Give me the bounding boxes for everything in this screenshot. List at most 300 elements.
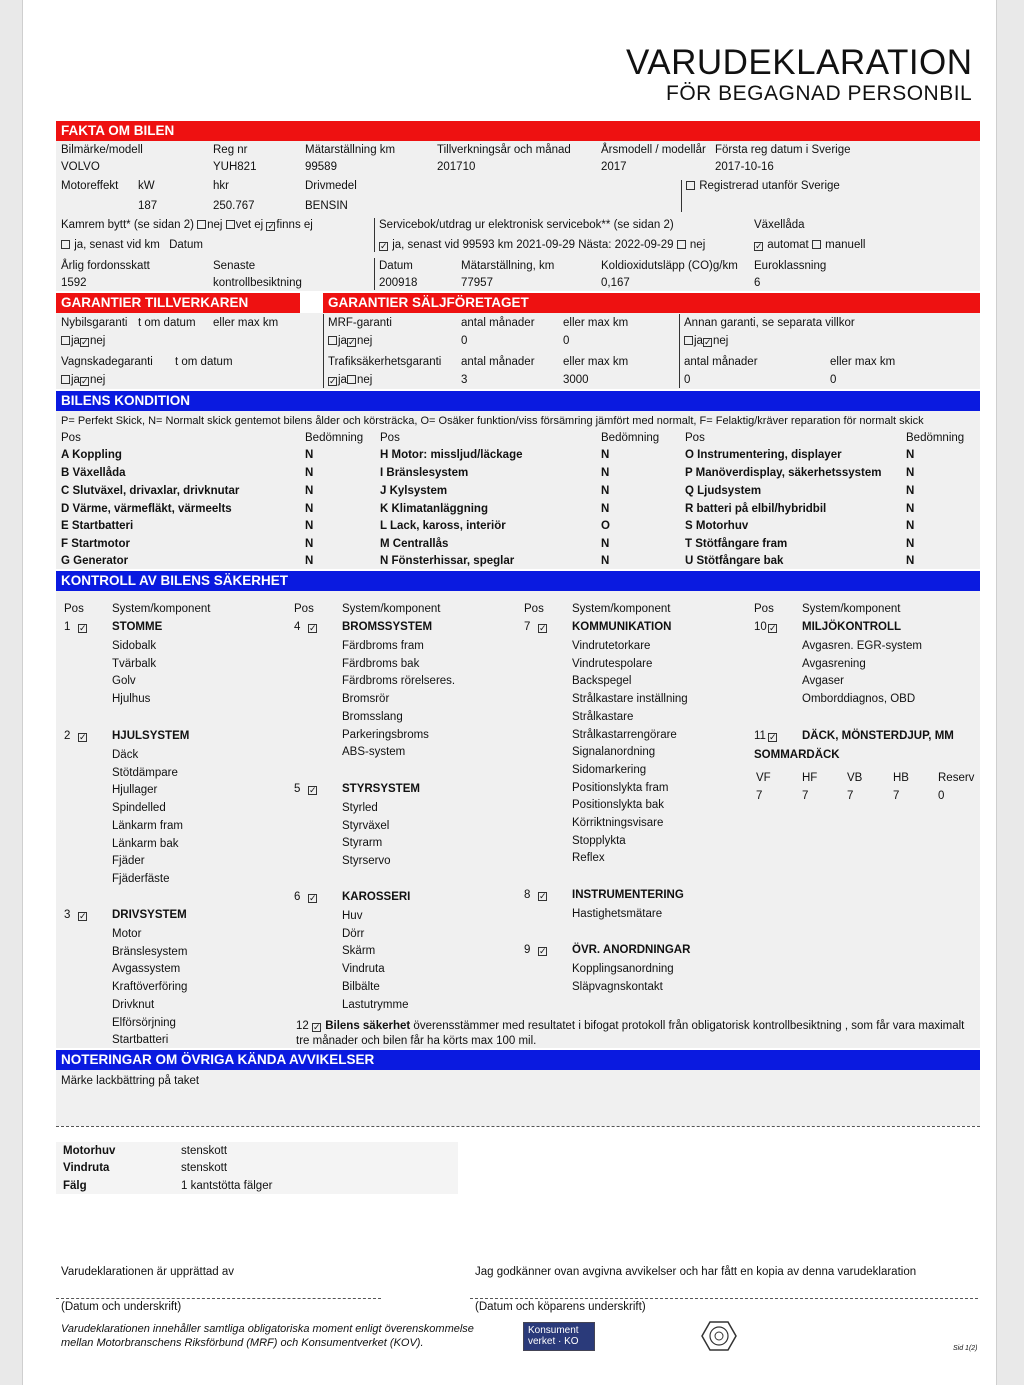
value-co2: 0,167: [601, 277, 630, 289]
col-head-bedomning: Bedömning: [601, 432, 660, 444]
checkbox-checked[interactable]: ✓: [309, 623, 317, 633]
value-tillv: 201710: [437, 161, 476, 173]
logo-text: Konsument: [528, 1325, 579, 1336]
label-co2: Koldioxidutsläpp (CO)g/km: [601, 260, 738, 272]
option-vet-ej: vet ej: [235, 219, 264, 231]
group-2-header: [64, 729, 88, 743]
component-item: Släpvagnskontakt: [572, 980, 663, 993]
kondition-rating: N: [906, 485, 915, 497]
checkbox-checked[interactable]: ✓: [769, 623, 777, 633]
kondition-item: K Klimatanläggning: [380, 503, 488, 515]
footer-note2: mellan Motorbranschens Riksförbund (MRF) och Konsumentverket (KOV).: [61, 1337, 424, 1349]
kondition-rating: N: [906, 555, 915, 567]
component-item: Bromsslang: [342, 710, 403, 723]
doc-subtitle: FÖR BEGAGNAD PERSONBIL: [666, 82, 973, 105]
tyre-value: 7: [756, 790, 763, 802]
option-nej: nej: [712, 335, 729, 347]
kondition-item: D Värme, värmefläkt, värmeelts: [61, 503, 232, 515]
option-nej: nej: [689, 239, 706, 251]
value-arsmodell: 2017: [601, 161, 627, 173]
label-registrerad: Registrerad utanför Sverige: [699, 180, 840, 192]
component-item: Hjulhus: [112, 693, 151, 706]
option-ja: ja: [71, 335, 80, 347]
group-11-header: [754, 729, 778, 743]
nybil-janej: [61, 334, 105, 348]
tyre-value: 7: [893, 790, 900, 802]
group-number: 7: [524, 621, 531, 633]
kondition-item: E Startbatteri: [61, 520, 134, 532]
kamrem-ja-row: [61, 238, 203, 252]
kondition-rating: N: [601, 538, 610, 550]
kondition-rating: N: [305, 449, 314, 461]
col-head-pos: Pos: [64, 603, 84, 615]
component-item: Fjäderfäste: [112, 872, 170, 885]
value-eller-max-km: 0: [563, 335, 570, 347]
component-item: Kopplingsanordning: [572, 963, 674, 975]
component-item: Körriktningsvisare: [572, 817, 664, 829]
group-number: 9: [524, 944, 531, 956]
checkbox-checked[interactable]: ✓: [79, 911, 87, 921]
kondition-item: N Fönsterhissar, speglar: [380, 555, 515, 567]
mrf-seal-icon: [701, 1320, 737, 1352]
checkbox-checked[interactable]: ✓: [79, 623, 87, 633]
component-item: Färdbroms rörelseres.: [342, 675, 456, 688]
col-head-bedomning: Bedömning: [305, 432, 364, 444]
component-item: Signalanordning: [572, 746, 656, 759]
group-8-header: [524, 888, 548, 902]
label-besiktning-datum: Datum: [379, 260, 413, 272]
checkbox-checked[interactable]: ✓: [309, 893, 317, 903]
option-nej: nej: [89, 374, 106, 386]
group-12-title: Bilens säkerhet: [325, 1020, 411, 1032]
section-garanti-saljforetaget: GARANTIER SÄLJFÖRETAGET: [323, 293, 980, 313]
checkbox-checked[interactable]: ✓: [539, 623, 547, 633]
component-item: Skärm: [342, 945, 376, 958]
group-number: 6: [294, 891, 301, 903]
component-item: Avgasren. EGR-system: [802, 640, 922, 652]
checkbox-checked[interactable]: ✓: [347, 337, 356, 347]
group-number: 1: [64, 621, 71, 633]
kondition-item: B Växellåda: [61, 467, 126, 479]
group-12-row: [296, 1019, 964, 1033]
tyre-season: SOMMARDÄCK: [754, 749, 840, 761]
label-motoreffekt: Motoreffekt: [61, 180, 119, 192]
component-item: Styrväxel: [342, 819, 390, 832]
value-matar: 99589: [305, 161, 337, 173]
group-10-header: [754, 620, 778, 634]
group-5-header: [294, 782, 318, 796]
kondition-rating: N: [305, 503, 314, 515]
trafik-janej: [328, 373, 372, 387]
checkbox-unchecked[interactable]: [61, 336, 70, 345]
component-item: Parkeringsbroms: [342, 728, 429, 741]
footer-note1: Varudeklarationen innehåller samtliga obligatoriska moment enligt överenskommelse: [61, 1323, 474, 1335]
value-regnr: YUH821: [213, 161, 257, 173]
checkbox-unchecked[interactable]: [61, 240, 70, 249]
label-trafiksakerhetsgaranti: Trafiksäkerhetsgaranti: [328, 356, 442, 368]
label-mrf-garanti: MRF-garanti: [328, 317, 392, 329]
kamrem-row: [61, 218, 313, 232]
label-service-ja: ja, senast vid 99593 km 2021-09-29 Nästa: 2022-09-29: [392, 239, 674, 251]
group-11-title: DÄCK, MÖNSTERDJUP, MM: [802, 730, 954, 742]
component-item: Bränslesystem: [112, 945, 188, 958]
value-forsta-reg: 2017-10-16: [715, 161, 774, 173]
component-item: Vindrutetorkare: [572, 640, 651, 652]
checkbox-unchecked[interactable]: [197, 220, 206, 229]
group-number: 10: [754, 621, 767, 633]
component-item: Tvärbalk: [112, 657, 157, 670]
group-12-num: 12: [296, 1020, 309, 1032]
label-matar: Mätarställning km: [305, 144, 396, 156]
component-item: Startbatteri: [112, 1034, 169, 1047]
avvikelse-item: Motorhuv: [63, 1145, 116, 1157]
label-eller-max-km: eller max km: [563, 356, 629, 368]
value-antal-manader: 3: [461, 374, 468, 386]
col-head-pos: Pos: [685, 432, 705, 444]
annan-janej: [684, 334, 728, 348]
option-nej: nej: [89, 335, 106, 347]
footer-datum-kopare: (Datum och köparens underskrift): [475, 1301, 646, 1313]
group-3-title: DRIVSYSTEM: [112, 909, 187, 921]
component-item: Backspegel: [572, 675, 632, 688]
label-servicebok: Servicebok/utdrag ur elektronisk servicebok** (se sidan 2): [379, 219, 674, 231]
kondition-rating: N: [906, 538, 915, 550]
group-number: 2: [64, 730, 71, 742]
checkbox-checked[interactable]: ✓: [380, 241, 388, 251]
label-kamrem: Kamrem bytt* (se sidan 2): [61, 219, 194, 231]
logo-text: verket · KO: [528, 1336, 579, 1347]
col-head-system: System/komponent: [342, 603, 441, 615]
group-4-title: BROMSSYSTEM: [342, 621, 433, 633]
label-vaxellada: Växellåda: [754, 219, 805, 231]
component-item: Omborddiagnos, OBD: [802, 693, 916, 706]
group-number: 11: [754, 730, 766, 742]
tyre-value: 7: [802, 790, 809, 802]
kondition-item: Q Ljudsystem: [685, 485, 762, 497]
konsumentverket-logo: [523, 1322, 595, 1351]
component-item: Däck: [112, 749, 139, 761]
component-item: Positionslykta fram: [572, 781, 669, 794]
checkbox-checked[interactable]: ✓: [313, 1022, 321, 1032]
kondition-item: S Motorhuv: [685, 520, 749, 532]
option-ja: ja: [694, 335, 703, 347]
kondition-rating: N: [906, 503, 915, 515]
component-item: Positionslykta bak: [572, 799, 665, 812]
label-antal-manader: antal månader: [684, 356, 758, 368]
group-12-text2: tre månader och bilen får ha körts max 100 mil.: [296, 1035, 537, 1047]
checkbox-unchecked[interactable]: [677, 240, 686, 249]
divider: [323, 314, 324, 388]
option-ja: ja: [338, 335, 347, 347]
label-vagnskadegaranti: Vagnskadegaranti: [61, 356, 153, 368]
section-kontroll: KONTROLL AV BILENS SÄKERHET: [56, 571, 980, 591]
footer-godkanner: Jag godkänner ovan avgivna avvikelser och har fått en kopia av denna varudeklaration: [475, 1266, 917, 1278]
label-bilmarke: Bilmärke/modell: [61, 144, 143, 156]
group-6-title: KAROSSERI: [342, 891, 411, 903]
option-nej: nej: [207, 219, 223, 231]
group-7-title: KOMMUNIKATION: [572, 621, 672, 633]
col-head-pos: Pos: [524, 603, 544, 615]
component-item: Bromsrör: [342, 693, 390, 706]
component-item: Styrarm: [342, 837, 383, 850]
section-garanti-tillverkaren: GARANTIER TILLVERKAREN: [56, 293, 300, 313]
component-item: Styrservo: [342, 855, 391, 868]
component-item: Avgaser: [802, 675, 844, 688]
component-item: Spindelled: [112, 802, 166, 815]
component-item: Styrled: [342, 802, 378, 814]
document-page: [22, 0, 997, 1385]
col-head-bedomning: Bedömning: [906, 432, 965, 444]
kondition-rating: N: [305, 555, 314, 567]
checkbox-checked[interactable]: ✓: [703, 337, 712, 347]
tyre-head: VF: [756, 772, 771, 784]
group-4-header: [294, 620, 318, 634]
option-manuell: manuell: [825, 239, 866, 251]
component-item: Strålkastarrengörare: [572, 728, 677, 741]
tyre-head: HB: [893, 772, 909, 784]
tyre-value: 7: [847, 790, 854, 802]
component-item: Strålkastare inställning: [572, 693, 688, 706]
component-item: Vindrutespolare: [572, 657, 653, 670]
vagn-janej: [61, 373, 105, 387]
kondition-item: T Stötfångare fram: [685, 538, 788, 550]
kondition-item: J Kylsystem: [380, 485, 448, 497]
tyre-head: Reserv: [938, 772, 975, 784]
kondition-rating: N: [601, 503, 610, 515]
label-arsmodell: Årsmodell / modellår: [601, 144, 706, 156]
label-kamrem-ja: ja, senast vid km: [74, 239, 160, 251]
tyre-head: VB: [847, 772, 863, 784]
col-head-pos: Pos: [380, 432, 400, 444]
kondition-item: H Motor: missljud/läckage: [380, 449, 523, 461]
value-drivmedel: BENSIN: [305, 200, 348, 212]
group-5-title: STYRSYSTEM: [342, 783, 420, 795]
group-6-header: [294, 890, 318, 904]
tyre-value: 0: [938, 790, 945, 802]
divider: [679, 314, 680, 388]
checkbox-unchecked[interactable]: [684, 336, 693, 345]
col-head-system: System/komponent: [112, 603, 211, 615]
kondition-rating: N: [305, 520, 314, 532]
label-kw: kW: [138, 180, 155, 192]
mrf-janej: [328, 334, 372, 348]
divider: [374, 258, 375, 290]
registrerad-checkbox-row[interactable]: [686, 179, 840, 193]
col-head-pos: Pos: [294, 603, 314, 615]
group-1-title: STOMME: [112, 621, 163, 633]
label-kontrollbesiktning: kontrollbesiktning: [213, 277, 302, 289]
option-nej: nej: [356, 335, 373, 347]
kondition-item: G Generator: [61, 555, 129, 567]
option-automat: automat: [767, 239, 809, 251]
label-eller-max-km: eller max km: [563, 317, 629, 329]
option-nej: nej: [356, 374, 373, 386]
checkbox-unchecked[interactable]: [61, 375, 70, 384]
group-8-title: INSTRUMENTERING: [572, 889, 684, 901]
group-1-header: [64, 620, 88, 634]
group-2-title: HJULSYSTEM: [112, 730, 190, 742]
component-item: Hastighetsmätare: [572, 908, 663, 920]
col-head-pos: Pos: [61, 432, 81, 444]
kondition-item: R batteri på elbil/hybridbil: [685, 503, 827, 515]
avvikelse-desc: 1 kantstötta fälger: [181, 1180, 273, 1192]
kondition-item: A Koppling: [61, 449, 122, 461]
component-item: Sidobalk: [112, 640, 157, 652]
divider: [681, 180, 682, 212]
component-item: Länkarm fram: [112, 819, 183, 832]
label-annan-garanti: Annan garanti, se separata villkor: [684, 317, 855, 329]
avvikelse-item: Fälg: [63, 1180, 87, 1192]
label-antal-manader: antal månader: [461, 356, 535, 368]
signature-line-buyer[interactable]: [470, 1298, 978, 1299]
checkbox-checked[interactable]: ✓: [309, 785, 317, 795]
value-hkr: 250.767: [213, 200, 255, 212]
checkbox-unchecked[interactable]: [328, 336, 337, 345]
component-item: Färdbroms bak: [342, 657, 420, 670]
checkbox-checked[interactable]: ✓: [329, 376, 337, 386]
group-12-text: överensstämmer med resultatet i bifogat protokoll från obligatorisk kontrollbesiktning , som får vara maximalt: [413, 1020, 965, 1032]
dashed-line: [56, 1126, 980, 1127]
component-item: Färdbroms fram: [342, 640, 424, 652]
kondition-rating: N: [906, 520, 915, 532]
tyre-head: HF: [802, 772, 818, 784]
group-9-header: [524, 943, 548, 957]
component-item: Fjäder: [112, 855, 145, 868]
value-antal-manader: 0: [461, 335, 468, 347]
group-number: 5: [294, 783, 301, 795]
kondition-item: P Manöverdisplay, säkerhetssystem: [685, 467, 882, 479]
label-nybilsgaranti: Nybilsgaranti: [61, 317, 128, 329]
component-item: Drivknut: [112, 998, 155, 1011]
component-item: Vindruta: [342, 963, 385, 976]
label-tom-datum: t om datum: [138, 317, 196, 329]
kondition-item: C Slutväxel, drivaxlar, drivknutar: [61, 485, 240, 497]
label-besiktning-matar: Mätarställning, km: [461, 260, 555, 272]
checkbox-unchecked[interactable]: [812, 240, 821, 249]
option-finns-ej: finns ej: [276, 219, 313, 231]
kondition-item: I Bränslesystem: [380, 467, 469, 479]
kondition-rating: N: [601, 555, 610, 567]
avvikelse-desc: stenskott: [181, 1145, 228, 1157]
group-7-header: [524, 620, 548, 634]
noteringar-text: Märke lackbättring på taket: [61, 1075, 200, 1087]
component-item: Reflex: [572, 852, 605, 865]
label-eller-max-km: eller max km: [213, 317, 279, 329]
component-item: Sidomarkering: [572, 763, 647, 776]
component-item: Hjullager: [112, 784, 158, 797]
kondition-rating: N: [906, 449, 915, 461]
group-9-title: ÖVR. ANORDNINGAR: [572, 944, 691, 956]
kondition-rating: O: [601, 520, 610, 532]
section-fakta: FAKTA OM BILEN: [56, 121, 980, 141]
label-forsta-reg: Första reg datum i Sverige: [715, 144, 851, 156]
page-number: Sid 1(2): [953, 1345, 978, 1352]
section-kondition: BILENS KONDITION: [56, 391, 980, 411]
value-eller-max-km: 0: [830, 374, 837, 386]
group-number: 8: [524, 889, 531, 901]
kondition-item: U Stötfångare bak: [685, 555, 784, 567]
component-item: Elförsörjning: [112, 1016, 176, 1029]
value-antal-manader: 0: [684, 374, 691, 386]
avvikelse-item: Vindruta: [63, 1162, 110, 1174]
label-datum: Datum: [169, 239, 203, 251]
checkbox-unchecked[interactable]: [226, 220, 235, 229]
footer-datum-underskrift: (Datum och underskrift): [61, 1301, 182, 1313]
label-hkr: hkr: [213, 180, 229, 192]
kondition-item: F Startmotor: [61, 538, 130, 550]
kondition-item: M Centrallås: [380, 538, 449, 550]
checkbox-unchecked[interactable]: [347, 375, 356, 384]
checkbox-checked[interactable]: ✓: [80, 376, 89, 386]
component-item: Huv: [342, 910, 363, 922]
col-head-system: System/komponent: [802, 603, 901, 615]
component-item: Golv: [112, 675, 136, 688]
kondition-item: L Lack, kaross, interiör: [380, 520, 506, 532]
group-number: 3: [64, 909, 71, 921]
col-head-system: System/komponent: [572, 603, 671, 615]
kondition-rating: N: [601, 449, 610, 461]
group-3-header: [64, 908, 88, 922]
checkbox-checked[interactable]: ✓: [539, 891, 547, 901]
kondition-rating: N: [906, 467, 915, 479]
component-item: Avgasrening: [802, 657, 866, 670]
value-besiktning-datum: 200918: [379, 277, 418, 289]
doc-title: VARUDEKLARATION: [626, 43, 973, 82]
label-antal-manader: antal månader: [461, 317, 535, 329]
checkbox-checked[interactable]: ✓: [267, 221, 275, 231]
value-eller-max-km: 3000: [563, 374, 589, 386]
group-number: 4: [294, 621, 301, 633]
checkbox-checked[interactable]: ✓: [80, 337, 89, 347]
option-ja: ja: [338, 374, 347, 386]
kondition-legend: P= Perfekt Skick, N= Normalt skick gentemot bilens ålder och körsträcka, O= Osäker funktion/viss försämring jämfört med normalt, F= Felaktig/kräver reparation för normalt skick: [61, 415, 924, 427]
value-skatt: 1592: [61, 277, 87, 289]
component-item: Dörr: [342, 927, 365, 940]
checkbox-unchecked[interactable]: [686, 181, 695, 190]
component-item: Strålkastare: [572, 710, 634, 723]
component-item: Avgassystem: [112, 963, 181, 976]
signature-line-seller[interactable]: [56, 1298, 381, 1299]
component-item: Bilbälte: [342, 980, 380, 993]
kondition-item: O Instrumentering, displayer: [685, 449, 842, 461]
vaxellada-row: [754, 238, 865, 252]
label-drivmedel: Drivmedel: [305, 180, 357, 192]
checkbox-checked[interactable]: ✓: [755, 241, 763, 251]
section-noteringar: NOTERINGAR OM ÖVRIGA KÄNDA AVVIKELSER: [56, 1050, 980, 1070]
component-item: ABS-system: [342, 746, 406, 759]
label-eller-max-km: eller max km: [830, 356, 896, 368]
component-item: Kraftöverföring: [112, 981, 188, 994]
checkbox-checked[interactable]: ✓: [769, 732, 777, 742]
label-regnr: Reg nr: [213, 144, 248, 156]
col-head-pos: Pos: [754, 603, 774, 615]
label-tillv: Tillverkningsår och månad: [437, 144, 571, 156]
divider: [374, 218, 375, 252]
checkbox-checked[interactable]: ✓: [539, 946, 547, 956]
component-item: Stopplykta: [572, 834, 626, 847]
footer-upprattad: Varudeklarationen är upprättad av: [61, 1266, 235, 1278]
checkbox-checked[interactable]: ✓: [79, 732, 87, 742]
value-euro: 6: [754, 277, 761, 289]
label-tom-datum: t om datum: [175, 356, 233, 368]
component-item: Stötdämpare: [112, 766, 178, 779]
option-ja: ja: [71, 374, 80, 386]
component-item: Motor: [112, 928, 142, 940]
kondition-rating: N: [305, 538, 314, 550]
label-euro: Euroklassning: [754, 260, 827, 272]
kondition-rating: N: [305, 485, 314, 497]
kondition-rating: N: [305, 467, 314, 479]
